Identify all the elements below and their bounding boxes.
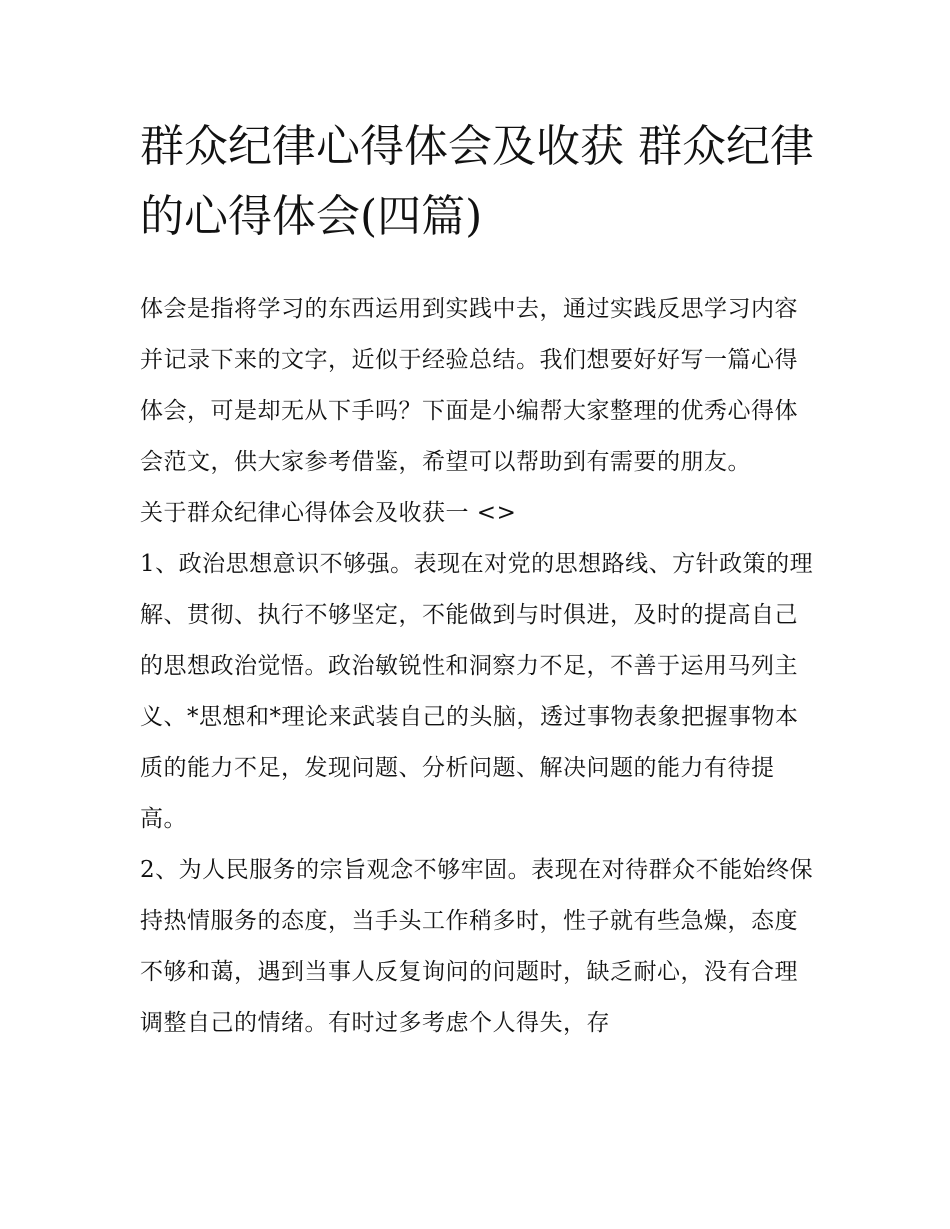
- section-heading: 关于群众纪律心得体会及收获一 <>: [140, 500, 517, 526]
- intro-paragraph: 体会是指将学习的东西运用到实践中去，通过实践反思学习内容并记录下来的文字，近似于经验总结。我们想要好好写一篇心得体会，可是却无从下手吗？下面是小编帮大家整理的优秀心得体会范文，供大家参考借鉴，希望可以帮助到有需要的朋友。: [140, 296, 798, 475]
- document-title: 群众纪律心得体会及收获 群众纪律的心得体会(四篇): [140, 121, 814, 242]
- document-body: [140, 112, 820, 1049]
- point-1-paragraph: 1、政治思想意识不够强。表现在对党的思想路线、方针政策的理解、贯彻、执行不够坚定，不能做到与时俱进，及时的提高自己的思想政治觉悟。政治敏锐性和洞察力不足，不善于运用马列主义、*思想和*理论来武装自己的头脑，透过事物表象把握事物本质的能力不足，发现问题、分析问题、解决问题的能力有待提高。: [140, 551, 814, 832]
- point-2-paragraph: 2、为人民服务的宗旨观念不够牢固。表现在对待群众不能始终保持热情服务的态度，当手头工作稍多时，性子就有些急燥，态度不够和蔼，遇到当事人反复询问的问题时，缺乏耐心，没有合理调整自己的情绪。有时过多考虑个人得失，存: [140, 857, 814, 1036]
